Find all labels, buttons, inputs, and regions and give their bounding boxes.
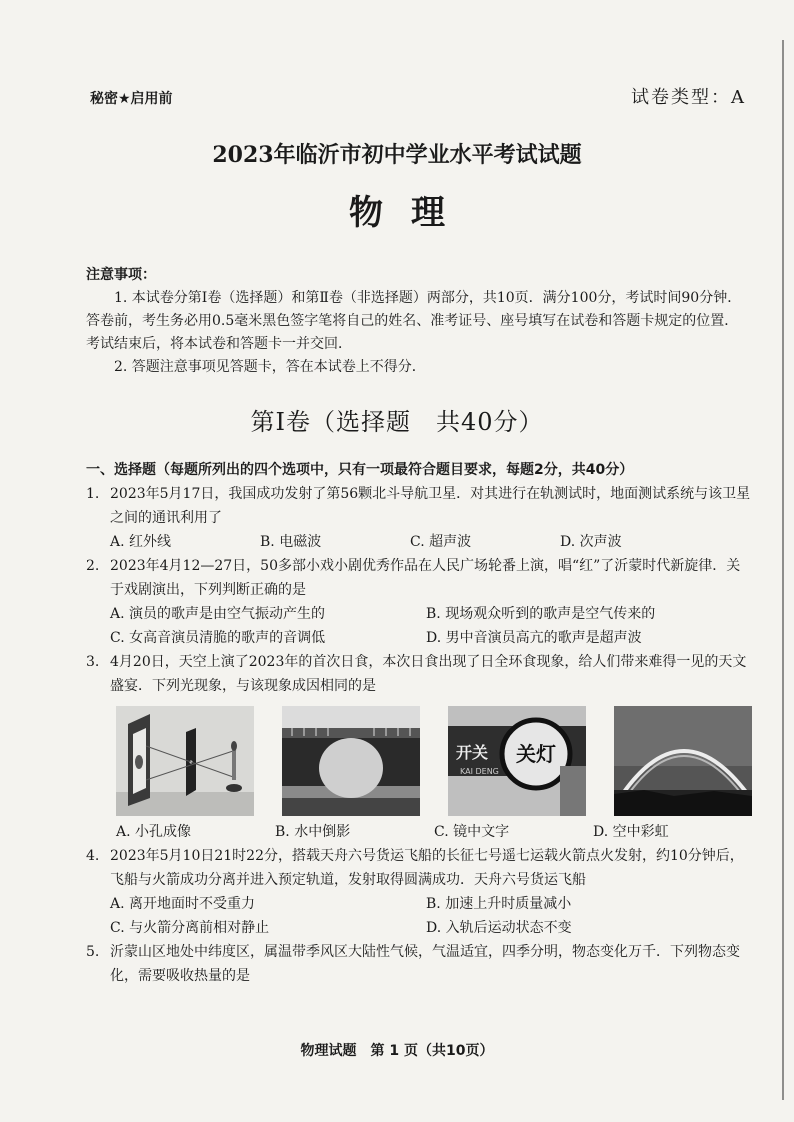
option-c: C. 女高音演员清脆的歌声的音调低 — [110, 630, 326, 646]
option-b: B. 加速上升时质量减小 — [426, 896, 572, 912]
question-2 — [86, 554, 752, 602]
paper-type: 试卷类型：A — [631, 87, 746, 108]
pinhole-imaging-image — [116, 706, 254, 816]
question-1 — [86, 482, 752, 530]
question-3-pictures — [116, 706, 752, 816]
question-5 — [86, 940, 752, 988]
exam-title: 2023年临沂市初中学业水平考试试题 — [212, 142, 582, 168]
question-number: 3. — [86, 654, 100, 670]
section-title: 第Ⅰ卷（选择题 共40分） — [250, 408, 544, 436]
question-number: 1. — [86, 486, 100, 502]
sign-text: 关灯 — [516, 742, 556, 766]
question-stem: 沂蒙山区地处中纬度区，属温带季风区大陆性气候，气温适宜，四季分明，物态变化万千．下列物态变化，需要吸收热量的是 — [110, 944, 740, 984]
question-3 — [86, 650, 752, 698]
question-2-options-row2 — [86, 626, 752, 650]
question-number: 2. — [86, 558, 100, 574]
option-c: C. 镜中文字 — [434, 824, 510, 840]
option-a: A. 离开地面时不受重力 — [110, 896, 256, 912]
water-reflection-image — [282, 706, 420, 816]
rainbow-image — [614, 706, 752, 816]
option-b: B. 现场观众听到的歌声是空气传来的 — [426, 606, 656, 622]
option-c: C. 超声波 — [410, 534, 472, 550]
option-a: A. 小孔成像 — [116, 824, 192, 840]
option-b: B. 水中倒影 — [275, 824, 351, 840]
question-4 — [86, 844, 752, 892]
page-footer: 物理试题 第 1 页（共10页） — [300, 1043, 494, 1059]
question-stem: 2023年4月12—27日，50多部小戏小剧优秀作品在人民广场轮番上演，唱“红”了沂蒙时代新旋律．关于戏剧演出，下列判断正确的是 — [110, 558, 741, 598]
question-number: 5. — [86, 944, 100, 960]
question-stem: 4月20日，天空上演了2023年的首次日食，本次日食出现了日全环食现象，给人们带来难得一见的天文盛宴．下列光现象，与该现象成因相同的是 — [110, 654, 747, 694]
question-1-options — [86, 530, 752, 554]
question-2-options-row1 — [86, 602, 752, 626]
question-stem: 2023年5月10日21时22分，搭载天舟六号货运飞船的长征七号遥七运载火箭点火发射，约10分钟后，飞船与火箭成功分离并进入预定轨道，发射取得圆满成功．天舟六号货运飞船 — [110, 848, 744, 888]
question-4-options-row1 — [86, 892, 752, 916]
option-d: D. 次声波 — [560, 534, 622, 550]
option-c: C. 与火箭分离前相对静止 — [110, 920, 270, 936]
question-number: 4. — [86, 848, 100, 864]
option-b: B. 电磁波 — [260, 534, 322, 550]
part-heading: 一、选择题（每题所列出的四个选项中，只有一项最符合题目要求，每题2分，共40分） — [86, 462, 634, 478]
svg-text:KAI DENG: KAI DENG — [460, 767, 499, 776]
notice-item-2: 2. 答题注意事项见答题卡，答在本试卷上不得分． — [114, 359, 426, 375]
questions-body — [86, 458, 752, 988]
option-d: D. 入轨后运动状态不变 — [426, 920, 572, 936]
option-d: D. 男中音演员高亢的歌声是超声波 — [426, 630, 642, 646]
notice-block — [86, 264, 750, 379]
option-a: A. 红外线 — [110, 534, 172, 550]
mirror-text-image — [448, 706, 586, 816]
question-3-options — [86, 820, 752, 844]
subject-title: 物理 — [349, 193, 473, 233]
option-d: D. 空中彩虹 — [593, 824, 669, 840]
question-stem: 2023年5月17日，我国成功发射了第56颗北斗导航卫星．对其进行在轨测试时，地面测试系统与该卫星之间的通讯利用了 — [110, 486, 751, 526]
option-a: A. 演员的歌声是由空气振动产生的 — [110, 606, 326, 622]
confidential-mark: 秘密★启用前 — [90, 91, 173, 107]
notice-heading: 注意事项： — [86, 267, 156, 283]
question-4-options-row2 — [86, 916, 752, 940]
notice-item-1: 1. 本试卷分第Ⅰ卷（选择题）和第Ⅱ卷（非选择题）两部分，共10页．满分100分，考试时间90分钟．答卷前，考生务必用0.5毫米黑色签字笔将自己的姓名、准考证号、座号填写在试卷和答题卡规定的位置．考试结束后，将本试卷和答题卡一并交回． — [86, 290, 742, 352]
svg-text:开关: 开关 — [456, 743, 489, 762]
